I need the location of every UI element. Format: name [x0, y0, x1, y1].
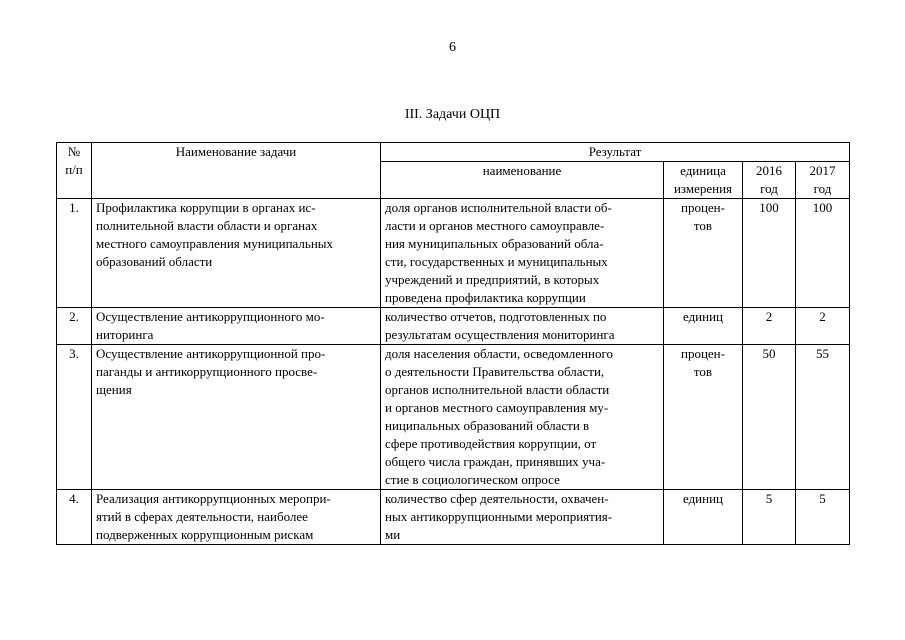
tasks-table: [56, 142, 850, 545]
value-2017: 2: [796, 308, 850, 345]
result-indicator-line: общего числа граждан, принявших уча-: [385, 454, 606, 469]
unit-line: единиц: [682, 491, 724, 506]
result-indicator-line: проведена профилактика коррупции: [385, 290, 586, 305]
task-name-line: паганды и антикоррупционного просве-: [96, 364, 318, 379]
row-number: 2.: [57, 308, 92, 345]
task-name-line: местного самоуправления муниципальных: [96, 236, 334, 251]
task-name-line: подверженных коррупционным рискам: [96, 527, 314, 542]
value-2016: 2: [743, 308, 796, 345]
result-indicator-line: ласти и органов местного самоуправле-: [385, 218, 605, 233]
task-name: [92, 490, 381, 545]
task-name-line: Осуществление антикоррупционного мо-: [96, 309, 325, 324]
task-name: [92, 199, 381, 308]
row-number: 4.: [57, 490, 92, 545]
row-number: 1.: [57, 199, 92, 308]
result-indicator-line: результатам осуществления мониторинга: [385, 327, 615, 342]
result-indicator-line: стие в социологическом опросе: [385, 472, 560, 487]
unit-line: процен-: [681, 346, 725, 361]
value-2016: 50: [743, 345, 796, 490]
section-title: III. Задачи ОЦП: [404, 107, 501, 122]
task-name: [92, 345, 381, 490]
header-number: [57, 143, 92, 199]
value-2017: 55: [796, 345, 850, 490]
header-unit: [664, 162, 743, 199]
task-name-line: Профилактика коррупции в органах ис-: [96, 200, 316, 215]
unit-of-measure: [664, 308, 743, 345]
header-number-line2: п/п: [65, 162, 83, 177]
table-row: [57, 345, 850, 490]
result-indicator-line: количество отчетов, подготовленных по: [385, 309, 607, 324]
header-task-name: Наименование задачи: [92, 143, 381, 199]
result-indicator: [381, 490, 664, 545]
result-indicator-line: доля населения области, осведомленного: [385, 346, 613, 361]
value-2016: 100: [743, 199, 796, 308]
header-result-name: наименование: [381, 162, 664, 199]
result-indicator-line: ния муниципальных образований обла-: [385, 236, 604, 251]
unit-of-measure: [664, 345, 743, 490]
result-indicator-line: сфере противодействия коррупции, от: [385, 436, 597, 451]
header-year-2016-line1: 2016: [756, 163, 782, 178]
table-row: [57, 490, 850, 545]
task-name-line: Реализация антикоррупционных меропри-: [96, 491, 331, 506]
header-year-2016: [743, 162, 796, 199]
header-unit-line2: измерения: [673, 181, 733, 196]
result-indicator-line: ниципальных образований области в: [385, 418, 590, 433]
result-indicator-line: ми: [385, 527, 401, 542]
header-unit-line1: единица: [680, 163, 726, 178]
result-indicator-line: количество сфер деятельности, охвачен-: [385, 491, 609, 506]
tasks-body: [57, 199, 850, 545]
task-name-line: Осуществление антикоррупционной про-: [96, 346, 326, 361]
result-indicator: [381, 199, 664, 308]
result-indicator-line: органов исполнительной власти области: [385, 382, 610, 397]
result-indicator-line: сти, государственных и муниципальных: [385, 254, 608, 269]
value-2017: 5: [796, 490, 850, 545]
unit-line: единиц: [682, 309, 724, 324]
header-year-2016-line2: год: [760, 181, 778, 196]
result-indicator-line: ных антикоррупционными мероприятия-: [385, 509, 613, 524]
header-number-line1: №: [67, 144, 81, 159]
result-indicator: [381, 345, 664, 490]
table-row: [57, 199, 850, 308]
task-name-line: ниторинга: [96, 327, 154, 342]
header-result: Результат: [381, 143, 850, 162]
unit-of-measure: [664, 490, 743, 545]
unit-of-measure: [664, 199, 743, 308]
result-indicator-line: доля органов исполнительной власти об-: [385, 200, 612, 215]
unit-line: процен-: [681, 200, 725, 215]
header-row-1: [57, 143, 850, 162]
result-indicator: [381, 308, 664, 345]
value-2017: 100: [796, 199, 850, 308]
page-number: 6: [449, 40, 456, 55]
task-name-line: щения: [96, 382, 132, 397]
unit-line: тов: [693, 218, 713, 233]
result-indicator-line: о деятельности Правительства области,: [385, 364, 605, 379]
header-year-2017: [796, 162, 850, 199]
unit-line: тов: [693, 364, 713, 379]
result-indicator-line: учреждений и предприятий, в которых: [385, 272, 600, 287]
row-number: 3.: [57, 345, 92, 490]
task-name-line: образований области: [96, 254, 213, 269]
result-indicator-line: и органов местного самоуправления му-: [385, 400, 609, 415]
task-name-line: ятий в сферах деятельности, наиболее: [96, 509, 308, 524]
task-name-line: полнительной власти области и органах: [96, 218, 318, 233]
header-year-2017-line2: год: [813, 181, 832, 196]
task-name: [92, 308, 381, 345]
table-row: [57, 308, 850, 345]
value-2016: 5: [743, 490, 796, 545]
header-year-2017-line1: 2017: [809, 163, 836, 178]
